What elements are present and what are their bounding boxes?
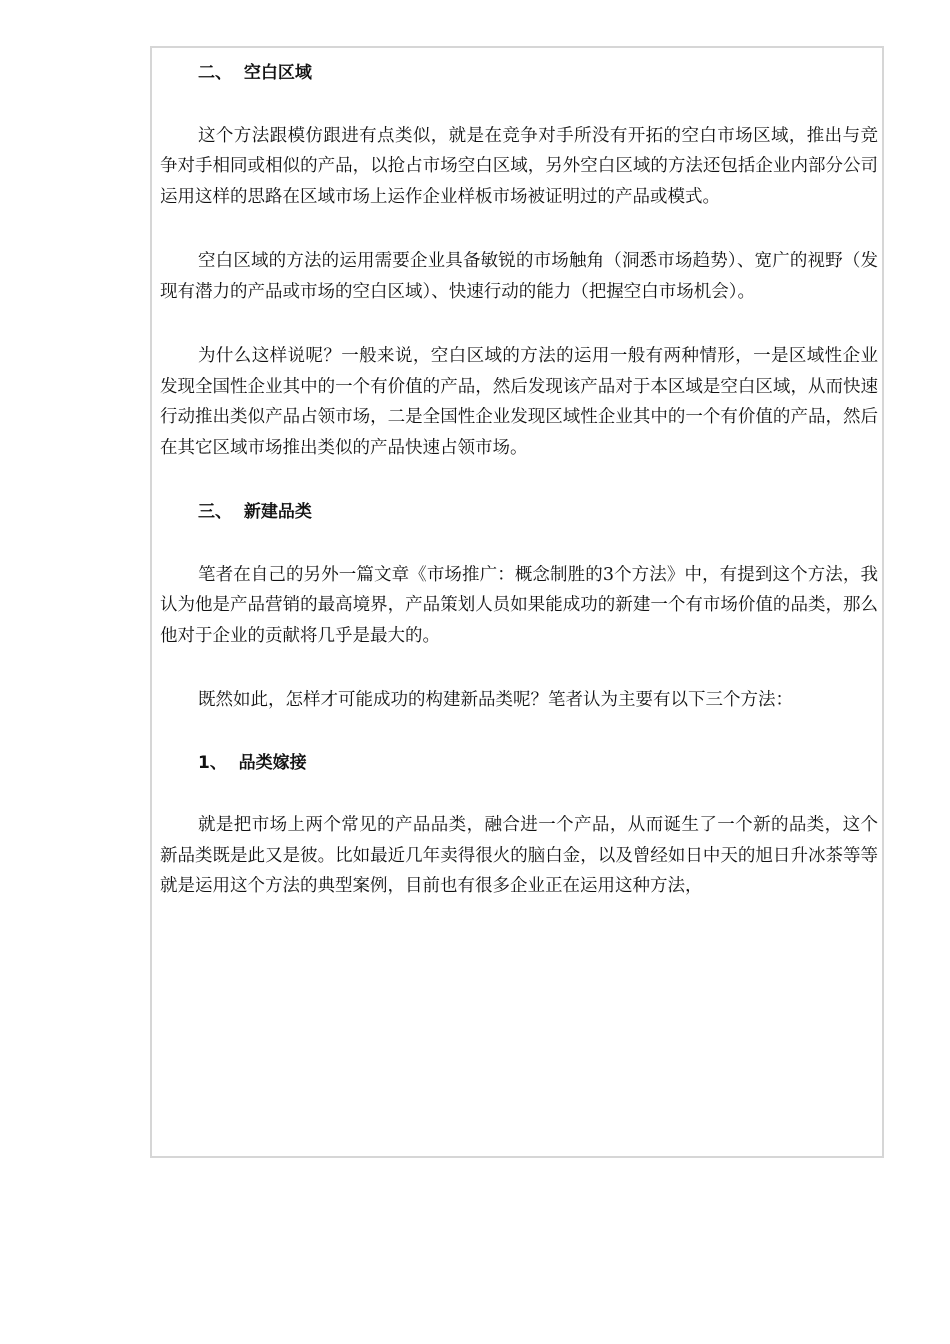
paragraph-new-category-methods: 既然如此，怎样才可能成功的构建新品类呢？笔者认为主要有以下三个方法： xyxy=(198,690,793,710)
document-body xyxy=(160,58,878,936)
paragraph-category-grafting: 就是把市场上两个常见的产品品类，融合进一个产品，从而诞生了一个新的品类，这个新品类既是此又是彼。比如最近几年卖得很火的脑白金，以及曾经如日中天的旭日升冰茶等等就是运用这个方法的典型案例，目前也有很多企业正在运用这种方法， xyxy=(160,815,878,896)
paragraph-blank-area-intro: 这个方法跟模仿跟进有点类似，就是在竞争对手所没有开拓的空白市场区域，推出与竞争对手相同或相似的产品，以抢占市场空白区域，另外空白区域的方法还包括企业内部分公司运用这样的思路在区域市场上运作企业样板市场被证明过的产品或模式。 xyxy=(160,125,878,207)
section-heading-blank-area: 二、 空白区域 xyxy=(198,63,312,83)
section-heading-new-category: 三、 新建品类 xyxy=(198,502,312,522)
paragraph-blank-area-requirements: 空白区域的方法的运用需要企业具备敏锐的市场触角（洞悉市场趋势）、宽广的视野（发现有潜力的产品或市场的空白区域）、快速行动的能力（把握空白市场机会）。 xyxy=(160,251,878,302)
paragraph-new-category-intro: 笔者在自己的另外一篇文章《市场推广：概念制胜的3个方法》中，有提到这个方法，我认为他是产品营销的最高境界，产品策划人员如果能成功的新建一个有市场价值的品类，那么他对于企业的贡献将几乎是最大的。 xyxy=(160,564,878,646)
subsection-heading-category-grafting: 1、 品类嫁接 xyxy=(198,752,307,773)
paragraph-blank-area-cases: 为什么这样说呢？一般来说，空白区域的方法的运用一般有两种情形，一是区域性企业发现全国性企业其中的一个有价值的产品，然后发现该产品对于本区域是空白区域，从而快速行动推出类似产品占领市场，二是全国性企业发现区域性企业其中的一个有价值的产品，然后在其它区域市场推出类似的产品快速占领市场。 xyxy=(160,346,878,458)
